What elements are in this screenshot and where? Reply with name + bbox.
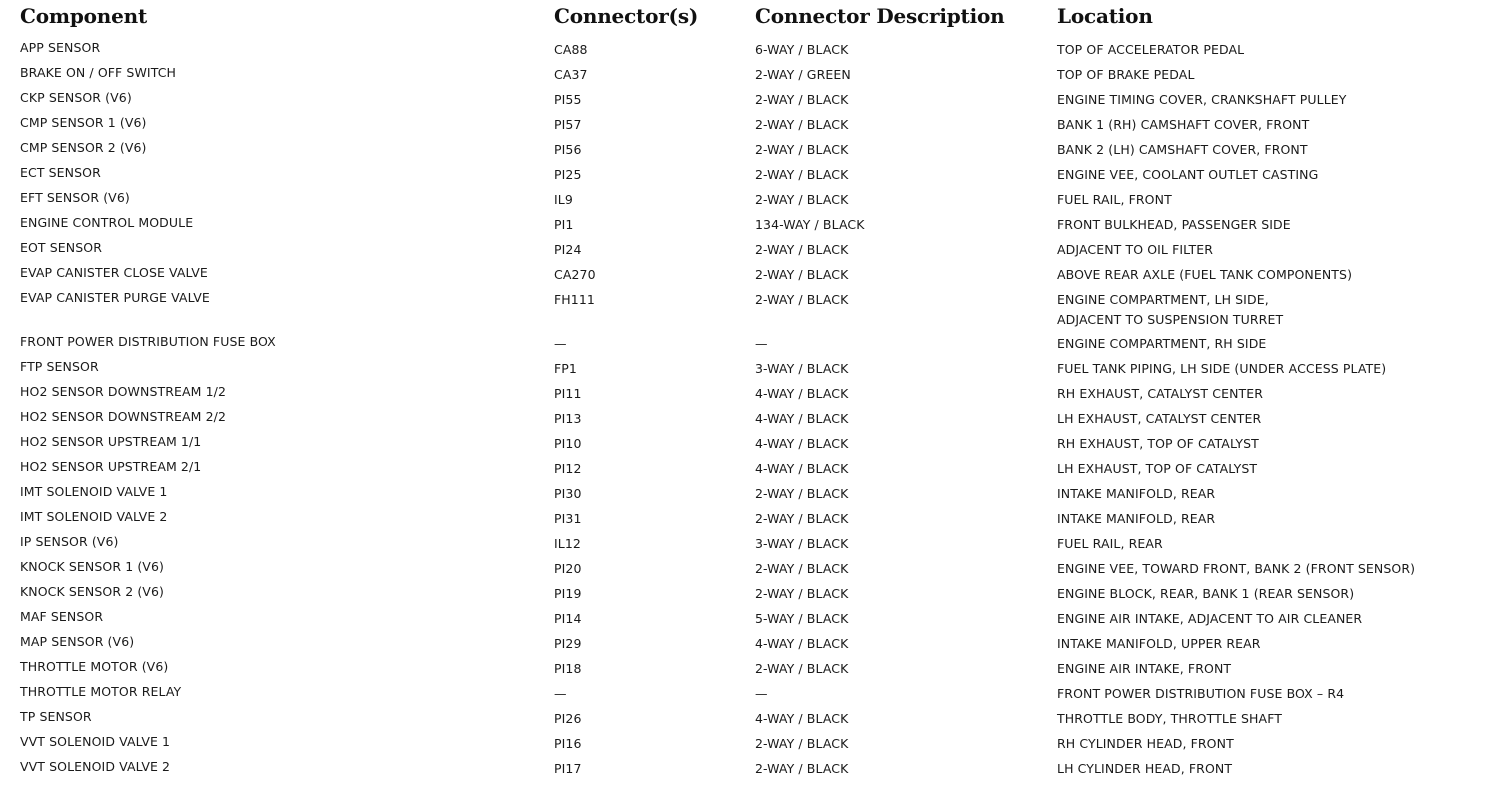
component-cell: HO2 SENSOR UPSTREAM 1/1 [20,434,202,449]
table-row [0,38,1504,63]
header-component: Component [20,4,147,28]
location-cell: ENGINE TIMING COVER, CRANKSHAFT PULLEY [1057,92,1347,107]
connector-description-cell: 2-WAY / BLACK [755,192,849,207]
component-cell: KNOCK SENSOR 2 (V6) [20,584,164,599]
table-row [0,557,1504,582]
connector-cell: PI11 [554,386,582,401]
component-cell: EFT SENSOR (V6) [20,190,130,205]
connector-cell: PI31 [554,511,582,526]
connector-description-cell: 2-WAY / BLACK [755,92,849,107]
connector-description-cell: 3-WAY / BLACK [755,361,849,376]
component-cell: MAF SENSOR [20,609,104,624]
connector-cell: PI18 [554,661,582,676]
connector-description-cell: 3-WAY / BLACK [755,536,849,551]
component-cell: ECT SENSOR [20,165,101,180]
table-row [0,113,1504,138]
connector-description-cell: 2-WAY / BLACK [755,661,849,676]
table-row [0,357,1504,382]
component-cell: APP SENSOR [20,40,101,55]
location-cell: RH EXHAUST, CATALYST CENTER [1057,386,1264,401]
location-cell: INTAKE MANIFOLD, REAR [1057,511,1216,526]
connector-description-cell: 2-WAY / BLACK [755,511,849,526]
connector-description-cell: 4-WAY / BLACK [755,411,849,426]
table-row [0,482,1504,507]
connector-description-cell: 2-WAY / BLACK [755,117,849,132]
connector-cell: IL9 [554,192,573,207]
connector-description-cell: 2-WAY / BLACK [755,561,849,576]
component-cell: CKP SENSOR (V6) [20,90,132,105]
connector-description-cell: 4-WAY / BLACK [755,711,849,726]
connector-description-cell: 2-WAY / BLACK [755,761,849,776]
connector-description-cell: — [755,686,768,701]
connector-cell: PI57 [554,117,582,132]
connector-description-cell: 2-WAY / BLACK [755,267,849,282]
connector-cell: CA270 [554,267,596,282]
component-cell: THROTTLE MOTOR (V6) [20,659,169,674]
table-row [0,732,1504,757]
location-cell: RH CYLINDER HEAD, FRONT [1057,736,1234,751]
component-cell: HO2 SENSOR DOWNSTREAM 1/2 [20,384,227,399]
connector-description-cell: 2-WAY / BLACK [755,586,849,601]
component-cell: EVAP CANISTER PURGE VALVE [20,290,210,305]
connector-cell: CA37 [554,67,588,82]
location-cell: TOP OF ACCELERATOR PEDAL [1057,42,1245,57]
connector-cell: IL12 [554,536,581,551]
location-cell: ENGINE AIR INTAKE, ADJACENT TO AIR CLEANER [1057,611,1363,626]
table-row [0,407,1504,432]
table-row [0,88,1504,113]
connector-description-cell: 134-WAY / BLACK [755,217,865,232]
table-row [0,507,1504,532]
location-cell: TOP OF BRAKE PEDAL [1057,67,1195,82]
connector-description-cell: 4-WAY / BLACK [755,386,849,401]
location-cell: BANK 2 (LH) CAMSHAFT COVER, FRONT [1057,142,1308,157]
connector-description-cell: 2-WAY / BLACK [755,142,849,157]
connector-cell: PI20 [554,561,582,576]
connector-description-cell: 5-WAY / BLACK [755,611,849,626]
component-cell: IMT SOLENOID VALVE 1 [20,484,168,499]
table-row [0,332,1504,357]
component-cell: TP SENSOR [20,709,92,724]
location-cell: LH CYLINDER HEAD, FRONT [1057,761,1233,776]
location-cell: ENGINE COMPARTMENT, RH SIDE [1057,336,1267,351]
component-cell: EOT SENSOR [20,240,102,255]
table-row [0,757,1504,782]
connector-cell: PI10 [554,436,582,451]
component-cell: MAP SENSOR (V6) [20,634,135,649]
location-cell: INTAKE MANIFOLD, UPPER REAR [1057,636,1261,651]
table-row [0,707,1504,732]
table-row [0,607,1504,632]
component-cell: KNOCK SENSOR 1 (V6) [20,559,164,574]
location-cell: THROTTLE BODY, THROTTLE SHAFT [1057,711,1283,726]
connector-description-cell: 2-WAY / GREEN [755,67,851,82]
connector-cell: PI1 [554,217,574,232]
component-cell: IP SENSOR (V6) [20,534,119,549]
connector-cell: PI13 [554,411,582,426]
connector-cell: PI24 [554,242,582,257]
table-header [0,4,1504,32]
connector-description-cell: 6-WAY / BLACK [755,42,849,57]
table-row [0,138,1504,163]
connector-description-cell: 2-WAY / BLACK [755,242,849,257]
location-cell: LH EXHAUST, CATALYST CENTER [1057,411,1262,426]
connector-cell: FP1 [554,361,577,376]
component-cell: CMP SENSOR 2 (V6) [20,140,147,155]
connector-description-cell: 4-WAY / BLACK [755,636,849,651]
connector-cell: CA88 [554,42,588,57]
table-row [0,263,1504,288]
connector-cell: PI26 [554,711,582,726]
location-cell: ABOVE REAR AXLE (FUEL TANK COMPONENTS) [1057,267,1353,282]
connector-cell: PI25 [554,167,582,182]
location-cell: ENGINE COMPARTMENT, LH SIDE, ADJACENT TO SUSPENSION TURRET [1057,292,1284,327]
connector-description-cell: — [755,336,768,351]
connector-cell: PI56 [554,142,582,157]
connector-cell: FH111 [554,292,595,307]
location-cell: FUEL RAIL, FRONT [1057,192,1172,207]
connector-cell: PI55 [554,92,582,107]
location-cell: LH EXHAUST, TOP OF CATALYST [1057,461,1258,476]
location-cell: INTAKE MANIFOLD, REAR [1057,486,1216,501]
connector-cell: PI19 [554,586,582,601]
connector-description-cell: 4-WAY / BLACK [755,461,849,476]
location-cell: ENGINE BLOCK, REAR, BANK 1 (REAR SENSOR) [1057,586,1355,601]
connector-description-cell: 2-WAY / BLACK [755,486,849,501]
header-location: Location [1057,4,1153,28]
location-cell: FUEL TANK PIPING, LH SIDE (UNDER ACCESS PLATE) [1057,361,1387,376]
table-row [0,682,1504,707]
table-row [0,382,1504,407]
table-row [0,657,1504,682]
component-cell: ENGINE CONTROL MODULE [20,215,194,230]
connector-description-cell: 2-WAY / BLACK [755,167,849,182]
location-cell: ENGINE VEE, COOLANT OUTLET CASTING [1057,167,1319,182]
table-row [0,532,1504,557]
connector-cell: PI17 [554,761,582,776]
table-row [0,582,1504,607]
table-row [0,632,1504,657]
component-cell: EVAP CANISTER CLOSE VALVE [20,265,208,280]
connector-cell: PI12 [554,461,582,476]
component-cell: HO2 SENSOR DOWNSTREAM 2/2 [20,409,227,424]
connector-description-cell: 2-WAY / BLACK [755,292,849,307]
table-row [0,213,1504,238]
location-cell: ADJACENT TO OIL FILTER [1057,242,1214,257]
component-cell: FTP SENSOR [20,359,99,374]
table-row [0,188,1504,213]
location-cell: RH EXHAUST, TOP OF CATALYST [1057,436,1259,451]
header-connectors: Connector(s) [554,4,699,28]
table-row [0,163,1504,188]
connector-description-cell: 2-WAY / BLACK [755,736,849,751]
component-cell: IMT SOLENOID VALVE 2 [20,509,168,524]
connector-cell: PI30 [554,486,582,501]
table-row [0,432,1504,457]
header-connector-description: Connector Description [755,4,1005,28]
location-cell: FUEL RAIL, REAR [1057,536,1163,551]
location-cell: BANK 1 (RH) CAMSHAFT COVER, FRONT [1057,117,1310,132]
location-cell: ENGINE VEE, TOWARD FRONT, BANK 2 (FRONT SENSOR) [1057,561,1416,576]
location-cell: FRONT POWER DISTRIBUTION FUSE BOX – R4 [1057,686,1345,701]
component-cell: BRAKE ON / OFF SWITCH [20,65,177,80]
component-cell: THROTTLE MOTOR RELAY [20,684,182,699]
table-row [0,288,1504,332]
connector-cell: — [554,336,567,351]
component-cell: HO2 SENSOR UPSTREAM 2/1 [20,459,202,474]
connector-description-cell: 4-WAY / BLACK [755,436,849,451]
connector-cell: — [554,686,567,701]
component-cell: VVT SOLENOID VALVE 2 [20,759,171,774]
component-cell: VVT SOLENOID VALVE 1 [20,734,171,749]
table-row [0,63,1504,88]
component-cell: FRONT POWER DISTRIBUTION FUSE BOX [20,334,276,349]
connector-cell: PI14 [554,611,582,626]
location-cell: ENGINE AIR INTAKE, FRONT [1057,661,1232,676]
location-cell: FRONT BULKHEAD, PASSENGER SIDE [1057,217,1291,232]
table-body [0,38,1504,782]
component-cell: CMP SENSOR 1 (V6) [20,115,147,130]
table-row [0,457,1504,482]
table-row [0,238,1504,263]
connector-cell: PI16 [554,736,582,751]
connector-cell: PI29 [554,636,582,651]
